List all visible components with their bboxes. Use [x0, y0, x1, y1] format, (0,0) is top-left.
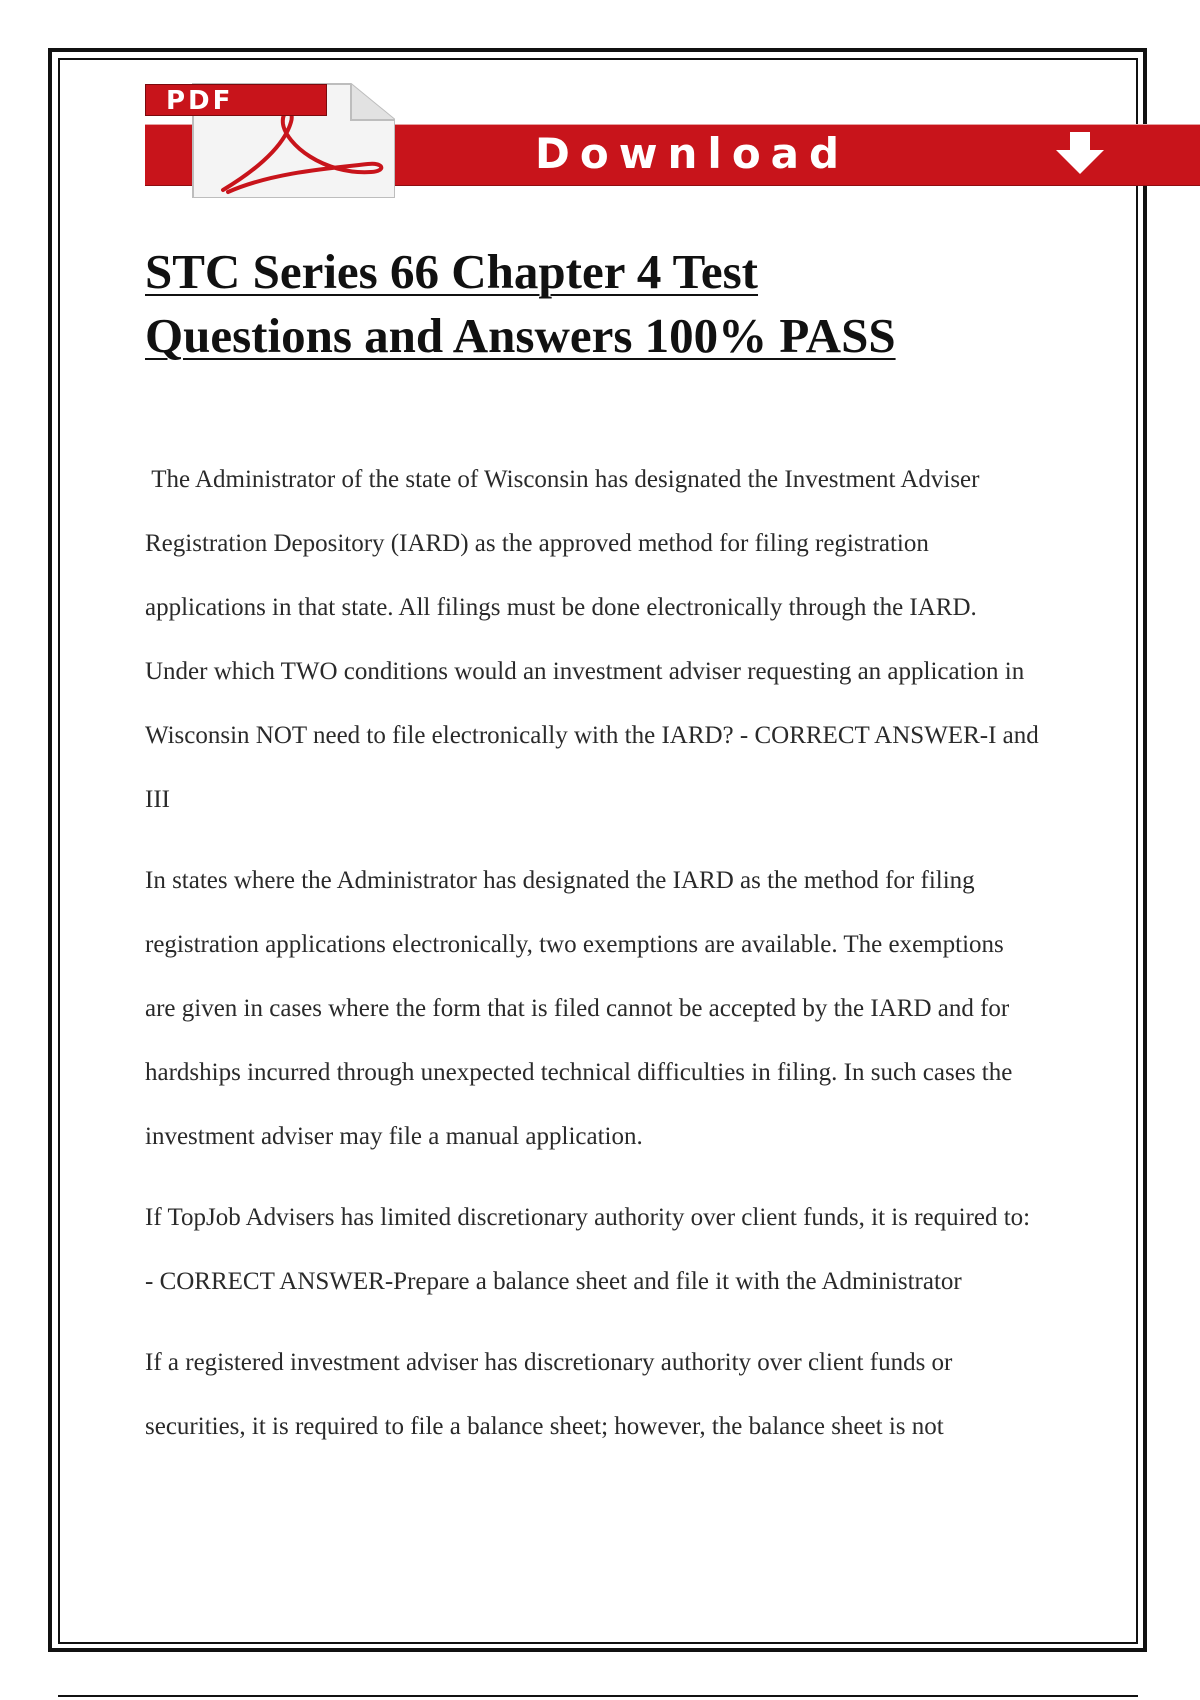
- pdf-download-banner[interactable]: [145, 78, 1200, 200]
- bottom-rule: [58, 1695, 1138, 1697]
- download-label: Download: [535, 129, 850, 178]
- paragraph: If TopJob Advisers has limited discretionary authority over client funds, it is required to: - CORRECT ANSWER-Prepare a balance sheet and file it with the Administrator: [145, 1204, 1031, 1295]
- title-line-2: Questions and Answers 100% PASS: [145, 308, 896, 363]
- pdf-tag: [145, 84, 327, 116]
- document-body: [145, 448, 1045, 1476]
- download-arrow-icon: [1050, 130, 1110, 178]
- paragraph: In states where the Administrator has designated the IARD as the method for filing registration applications electronically, two exemptions are available. The exemptions are given in cases where the form that is filed cannot be accepted by the IARD and for hardships incurred through unexpected technical difficulties in filing. In such cases the investment adviser may file a manual application.: [145, 867, 1013, 1150]
- document-title: [145, 240, 1045, 368]
- pdf-label: PDF: [166, 86, 234, 116]
- paragraph: The Administrator of the state of Wisconsin has designated the Investment Adviser Registration Depository (IARD) as the approved method for filing registration applications in that state. All filings must be done electronically through the IARD. Under which TWO conditions would an investment adviser requesting an application in Wisconsin NOT need to file electronically with the IARD? - CORRECT ANSWER-I and III: [145, 466, 1045, 813]
- title-line-1: STC Series 66 Chapter 4 Test: [145, 244, 759, 299]
- paragraph: If a registered investment adviser has discretionary authority over client funds or securities, it is required to file a balance sheet; however, the balance sheet is not: [145, 1349, 953, 1440]
